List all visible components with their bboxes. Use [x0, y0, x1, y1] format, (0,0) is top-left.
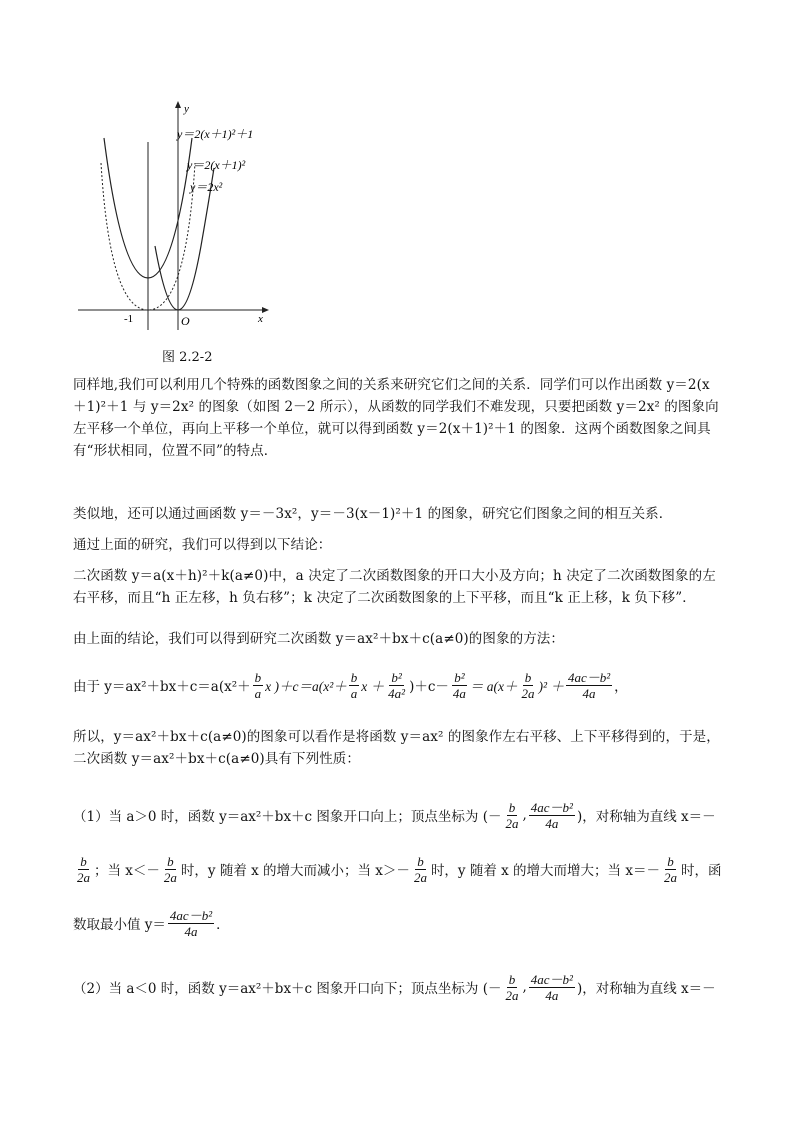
fraction-b-over-2a: $\frac{b}{2a}$ — [413, 853, 427, 885]
figure-caption: 图 2.2-2 — [162, 350, 213, 365]
fraction-b-over-2a: $\frac{b}{2a}$ — [521, 669, 535, 701]
paragraph-2: 类似地，还可以通过画函数 y＝－3x²，y＝－3(x－1)²＋1 的图象，研究它们图象之间的相互关系． — [73, 506, 673, 522]
curve-label-1: y＝2(x＋1)²＋1 — [177, 127, 254, 141]
property-1-line-2: $\frac{b}{2a}$ ；当 x＜－ $\frac{b}{2a}$ 时，y 随着 x 的增大而减小；当 x＞－ $\frac{b}{2a}$ 时，y 随着 x 的增大而增大；当 x＝－ $\frac{b}{2a}$ 时，函 — [77, 853, 722, 885]
x-axis-arrow — [262, 307, 269, 313]
fraction-b-over-a: $\frac{b}{a}$ — [350, 669, 358, 701]
property-1-line-3: 数取最小值 y＝ $\frac{\text{4ac－b²}}{4a}$ ． — [73, 907, 230, 939]
fraction-b-over-2a: $\frac{b}{2a}$ — [505, 799, 519, 831]
y-axis-arrow — [175, 101, 181, 108]
y-axis-label: y — [184, 103, 189, 115]
curve-label-3: y＝2x² — [190, 180, 223, 194]
fraction-disc-over-4a: $\frac{\text{4ac－b²}}{4a}$ — [530, 971, 573, 1003]
completing-square-equation: 由于 y＝ax²＋bx＋c＝a(x²＋ $\frac{b}{a}$ x )＋c＝a(x²＋ $\frac{b}{a}$ x ＋ $\frac{\text{b²}}{\text{4a²}}$ )＋c－ $\frac{\text{b²}}{4a}$ ＝ a(x＋ $\frac{b}{2a}$ )² ＋ $\frac{\text{4ac－b²}}{4a}$ ， — [73, 669, 628, 701]
tick-label-minus-1: -1 — [124, 313, 134, 325]
fraction-b2-over-4a: $\frac{\text{b²}}{4a}$ — [452, 669, 466, 701]
origin-label: O — [181, 314, 190, 328]
property-2-line-1: （2）当 a＜0 时，函数 y＝ax²＋bx＋c 图象开口向下；顶点坐标为 (－ $\frac{b}{2a}$ , $\frac{\text{4ac－b²}}{4a}$ )，对称轴为直线 x＝－ — [73, 971, 716, 1003]
parabola-figure — [70, 98, 290, 348]
fraction-disc-over-4a: $\frac{\text{4ac－b²}}{4a}$ — [567, 669, 611, 701]
fraction-b-over-2a: $\frac{b}{2a}$ — [77, 853, 90, 885]
fraction-b-over-2a: $\frac{b}{2a}$ — [505, 971, 519, 1003]
parabola-graph — [70, 98, 290, 348]
paragraph-3: 通过上面的研究，我们可以得到以下结论： — [73, 537, 332, 553]
fraction-disc-over-4a: $\frac{\text{4ac－b²}}{4a}$ — [530, 799, 573, 831]
paragraph-5: 由上面的结论，我们可以得到研究二次函数 y＝ax²＋bx＋c(a≠0)的图象的方法： — [73, 631, 564, 647]
x-axis-label: x — [258, 313, 263, 325]
fraction-b-over-a: $\frac{b}{a}$ — [254, 669, 262, 701]
fraction-b2-over-4a2: $\frac{\text{b²}}{\text{4a²}}$ — [388, 669, 406, 701]
fraction-disc-over-4a: $\frac{\text{4ac－b²}}{4a}$ — [169, 907, 213, 939]
property-1-line-1: （1）当 a＞0 时，函数 y＝ax²＋bx＋c 图象开口向上；顶点坐标为 (－ $\frac{b}{2a}$ , $\frac{\text{4ac－b²}}{4a}$ )，对称轴为直线 x＝－ — [73, 799, 716, 831]
fraction-b-over-2a: $\frac{b}{2a}$ — [663, 853, 677, 885]
fraction-b-over-2a: $\frac{b}{2a}$ — [163, 853, 177, 885]
paragraph-4: 二次函数 y＝a(x＋h)²＋k(a≠0)中，a 决定了二次函数图象的开口大小及方向；h 决定了二次函数图象的左右平移，而且“h 正左移，h 负右移”；k 决定了二次函数图象的上下平移，而且“k 正上移，k 负下移”． — [73, 568, 716, 606]
paragraph-6: 所以，y＝ax²＋bx＋c(a≠0)的图象可以看作是将函数 y＝ax² 的图象作左右平移、上下平移得到的，于是，二次函数 y＝ax²＋bx＋c(a≠0)具有下列性质： — [73, 729, 720, 767]
curve-label-2: y＝2(x＋1)² — [187, 158, 246, 172]
paragraph-1: 同样地,我们可以利用几个特殊的函数图象之间的关系来研究它们之间的关系．同学们可以作出函数 y＝2(x＋1)²＋1 与 y＝2x² 的图象（如图 2－2 所示），从函数的同学我们不难发现，只要把函数 y＝2x² 的图象向左平移一个单位，再向上平移一个单位，就可以得到函数 y＝2(x＋1)²＋1 的图象．这两个函数图象之间具有“形状相同，位置不同”的特点． — [73, 377, 719, 459]
